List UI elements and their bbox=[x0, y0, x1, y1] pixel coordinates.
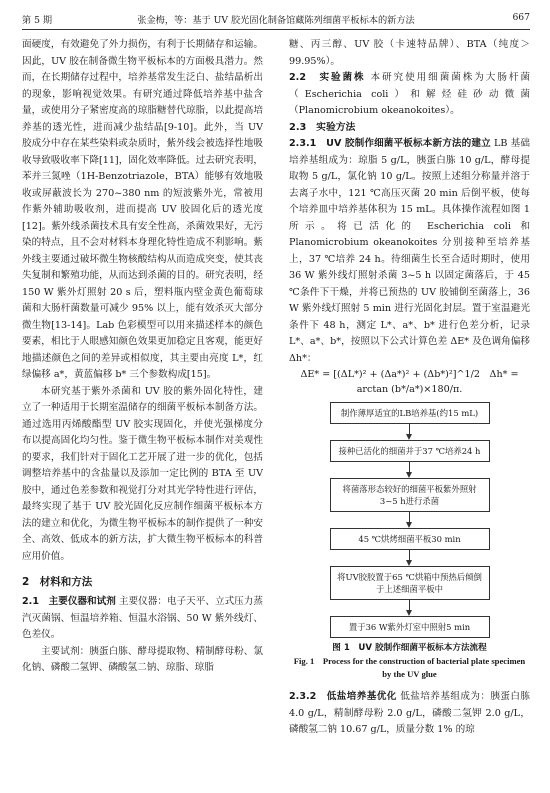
running-title: 张金梅，等：基于 UV 胶光固化制备馆藏陈列细菌平板标本的新方法 bbox=[137, 15, 415, 26]
page-number: 667 bbox=[512, 12, 530, 23]
body-text: 低盐培养基组成为：胰蛋白胨 4.0 g/L，精制酵母粉 2.0 g/L，磷酸二氢钾 2.0 g/L，磷酸氢二钠 10.67 g/L，质量分数 1% 的琼 bbox=[289, 691, 530, 735]
flowchart-step: 45 ℃烘烤细菌平板30 min bbox=[330, 528, 490, 550]
page-header bbox=[22, 12, 530, 28]
flowchart-step: 制作薄厚适宜的LB培养基(约15 mL) bbox=[330, 402, 490, 424]
figure-caption-en: by the UV glue bbox=[382, 669, 437, 679]
arrow-down-icon bbox=[330, 424, 490, 440]
arrow-down-icon bbox=[330, 550, 490, 566]
body-paragraph: 面硬度，有效避免了外力损伤，有利于长期储存和运输。因此，UV 胶在制备微生物平板标本的方面极具潜力。然而，在长期储存过程中，培养基常发生泛白、盐结晶析出的现象，影响视觉效果。有研究通过降低培养基中盐含量，或使用分子紧密度高的琼脂糖替代琼脂，以此提高培养基的透光性，进而减少盐结晶[9-10]。此外，当 UV 胶成分中存在某些染料或杂质时，紫外线会被选择性地吸收导致吸收率下降[11]，固化效率降低。过去研究表明，苯并三氮唑（1H-Benzotriazole，BTA）能够有效地吸收或屏蔽波长为 270~380 nm 的短波紫外光，常被用作紫外辅助吸收剂，进而提高 UV 胶固化后的透光度[12]。紫外线杀菌技术具有安全性高，杀菌效果好，无污染的特点，且不会对材料本身理化特性造成不利影响。紫外线主要通过破坏微生物核酸结构从而造成突变，使其丧失复制和繁殖功能，从而达到杀菌的目的。研究表明，经 150 W 紫外灯照射 20 s 后，塑料瓶内壁金黄色葡萄球菌和大肠杆菌数量可减少 95% 以上，能有效杀灭大部分微生物[13-14]。Lab 色彩模型可以用来描述样本的颜色要素，相比于人眼感知颜色效果更加稳定且客观，能更好地描述颜色之间的差异或相似度，其主要由亮度 L*，红绿偏移 a*，黄蓝偏移 b* 三个参数构成[15]。 bbox=[22, 39, 263, 380]
left-column bbox=[22, 37, 263, 782]
subsection-heading: 2.2 实验菌株 bbox=[289, 72, 366, 83]
right-column bbox=[289, 37, 530, 782]
flowchart-step: 将菌落形态较好的细菌平板紫外照射3~5 h进行杀菌 bbox=[330, 478, 490, 512]
body-text: 本研究使用细菌菌株为大肠杆菌（Escherichia coli）和解烃硅砂动微菌（Planomicrobium okeanokoites）。 bbox=[289, 72, 530, 116]
subsubsection-heading: 2.3.1 UV 胶制作细菌平板标本新方法的建立 bbox=[289, 138, 491, 149]
body-paragraph: 主要试剂：胰蛋白胨、酵母提取物、精制酵母粉、氯化钠、磷酸二氢钾、磷酸氢二钠、琼脂、琼脂 bbox=[22, 645, 263, 673]
arrow-down-icon bbox=[330, 600, 490, 616]
arrow-down-icon bbox=[330, 462, 490, 478]
figure-caption-en: Fig. 1 Process for the construction of bacterial plate specimen bbox=[293, 656, 526, 666]
body-paragraph: 糖、丙三醇、UV 胶（卡速特品牌）、BTA（纯度＞99.95%）。 bbox=[289, 39, 530, 67]
formula-line: ΔE* = [(ΔL*)² + (Δa*)² + (Δb*)²]^1/2 Δh* = bbox=[300, 369, 519, 380]
body-paragraph: 本研究基于紫外杀菌和 UV 胶的紫外固化特性，建立了一种适用于长期室温储存的细菌平板标本制备方法。通过选用丙烯酸酯型 UV 胶实现固化，并使光强梯度分布以提高固化均匀性。鉴于微生物平板标本制作对美观性的要求，我们针对于固化工艺开展了进一步的优化，包括调整培养基中的含盐量以及添加一定比例的 BTA 至 UV 胶中，通过色差参数和视觉打分对其光学特性进行评估，最终实现了基于 UV 胶光固化反应制作细菌平板标本方法的建立和优化，为微生物平板标本的制作提供了一种安全、高效、低成本的新方法，扩大微生物平板标本的科普应用价值。 bbox=[22, 385, 263, 562]
body-text: LB 基础培养基组成为：琼脂 5 g/L，胰蛋白胨 10 g/L，酵母提取物 5 g/L，氯化钠 10 g/L。按照上述组分称量并溶于去离子水中，121 ℃高压灭菌 20 min 后倒平板，使每个培养皿中培养基体积为 15 mL。具体操作流程如图 1 所示。将已活化的 Escherichia coli 和 Planomicrobium okeanokoites 分别接种至培养基上，37 ℃培养 24 h。待细菌生长至合适时期时，使用 36 W 紫外线灯照射杀菌 3~5 h 以固定菌落后，于 45 ℃条件下干燥，并将已预热的 UV 胶铺倒至菌落上，36 W 紫外线灯照射 5 min 进行光固化封层。置于室温避光条件下 48 h，测定 L*、a*、b* 进行色差分析，记录 L*、a*、b*，按照以下公式计算色差 ΔE* 及色调角偏移 Δh*： bbox=[289, 138, 530, 364]
subsection-heading: 2.1 主要仪器和试剂 bbox=[22, 596, 116, 607]
figure-caption-cn: 图 1 UV 胶制作细菌平板标本方法流程 bbox=[332, 643, 487, 653]
issue-number: 第 5 期 bbox=[22, 15, 53, 26]
process-flowchart bbox=[330, 402, 490, 638]
flowchart-step: 置于36 W紫外灯室中照射5 min bbox=[330, 616, 490, 638]
flowchart-step: 将UV胶胶置于65 ℃烘箱中预热后倾倒于上述细菌平板中 bbox=[330, 566, 490, 600]
subsection-heading: 2.3 实验方法 bbox=[289, 121, 356, 133]
body-text: 主要仪器：电子天平、立式压力蒸汽灭菌锅、恒温培养箱、恒温水浴锅、50 W 紫外线灯、色差仪。 bbox=[22, 596, 263, 640]
header-rule bbox=[22, 29, 530, 30]
subsubsection-heading: 2.3.2 低盐培养基优化 bbox=[289, 691, 397, 702]
flowchart-step: 接种已活化的细菌并于37 ℃培养24 h bbox=[330, 440, 490, 462]
formula bbox=[289, 367, 530, 397]
formula-line: arctan (b*/a*)×180/π. bbox=[356, 384, 463, 395]
section-heading: 2 材料和方法 bbox=[22, 576, 93, 588]
arrow-down-icon bbox=[330, 512, 490, 528]
